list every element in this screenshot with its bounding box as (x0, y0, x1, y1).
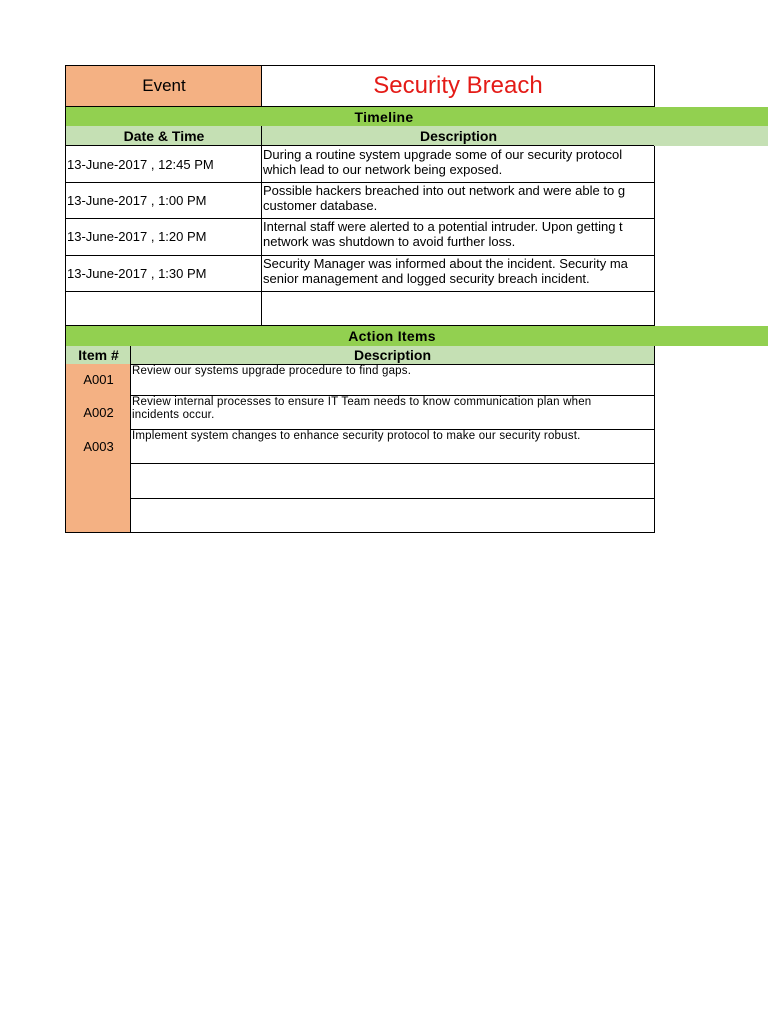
timeline-date-text: 13-June-2017 , 1:30 PM (67, 265, 207, 281)
timeline-desc-line: customer database. (263, 198, 378, 213)
action-desc-line: Implement system changes to enhance security protocol to make our security robust. (132, 430, 581, 442)
event-label: Event (142, 76, 186, 95)
timeline-heading-band (65, 107, 768, 126)
action-id-text: A002 (83, 404, 114, 420)
action-id-text: A003 (83, 438, 114, 454)
event-label-cell (65, 65, 262, 107)
action-col-item-label: Item # (78, 347, 119, 363)
action-desc-line: incidents occur. (132, 409, 215, 421)
timeline-row-2-desc (261, 182, 655, 219)
timeline-desc-line: Possible hackers breached into out network and were able to g (263, 183, 626, 198)
action-id-text: A001 (83, 372, 114, 387)
timeline-row-5-desc (261, 291, 655, 326)
action-row-2-desc (130, 395, 655, 430)
action-col-item (65, 346, 131, 365)
action-col-desc (130, 346, 655, 365)
action-row-1-id (65, 364, 131, 396)
action-row-2-id (65, 395, 131, 430)
timeline-desc-line: Internal staff were alerted to a potential intruder. Upon getting t (263, 219, 623, 234)
timeline-row-5-date (65, 291, 262, 326)
timeline-date-text: 13-June-2017 , 1:00 PM (67, 192, 207, 208)
timeline-row-4-desc (261, 255, 655, 292)
event-title: Security Breach (373, 72, 543, 99)
timeline-row-3-desc (261, 218, 655, 256)
timeline-col-date (65, 126, 262, 146)
action-col-desc-label: Description (353, 347, 431, 363)
timeline-row-2-date (65, 182, 262, 219)
timeline-row-4-date (65, 255, 262, 292)
timeline-col-date-label: Date & Time (123, 127, 205, 144)
timeline-desc-line: which lead to our network being exposed. (263, 162, 503, 177)
timeline-date-text: 13-June-2017 , 1:20 PM (67, 229, 207, 244)
timeline-col-desc-overflow (654, 126, 768, 146)
timeline-row-1-date (65, 146, 262, 183)
action-row-5-desc (130, 498, 655, 533)
timeline-desc-line: During a routine system upgrade some of our security protocol (263, 147, 623, 162)
event-title-cell (261, 65, 655, 107)
action-row-4-id (65, 463, 131, 499)
action-row-3-desc (130, 429, 655, 464)
timeline-col-desc-label: Description (419, 127, 497, 144)
timeline-heading: Timeline (354, 108, 414, 125)
action-items-heading-band (65, 326, 768, 346)
action-row-5-id (65, 498, 131, 533)
action-row-4-desc (130, 463, 655, 499)
timeline-date-text: 13-June-2017 , 12:45 PM (67, 156, 214, 172)
action-desc-line: Review our systems upgrade procedure to find gaps. (132, 365, 412, 377)
timeline-desc-line: Security Manager was informed about the incident. Security ma (263, 256, 628, 271)
action-row-3-id (65, 429, 131, 464)
action-row-1-desc (130, 364, 655, 396)
action-items-heading: Action Items (348, 328, 436, 344)
timeline-row-3-date (65, 218, 262, 256)
action-desc-line: Review internal processes to ensure IT Team needs to know communication plan when (132, 396, 592, 408)
timeline-desc-line: senior management and logged security breach incident. (263, 271, 590, 286)
timeline-desc-line: network was shutdown to avoid further loss. (263, 234, 516, 249)
timeline-row-1-desc (261, 146, 655, 183)
